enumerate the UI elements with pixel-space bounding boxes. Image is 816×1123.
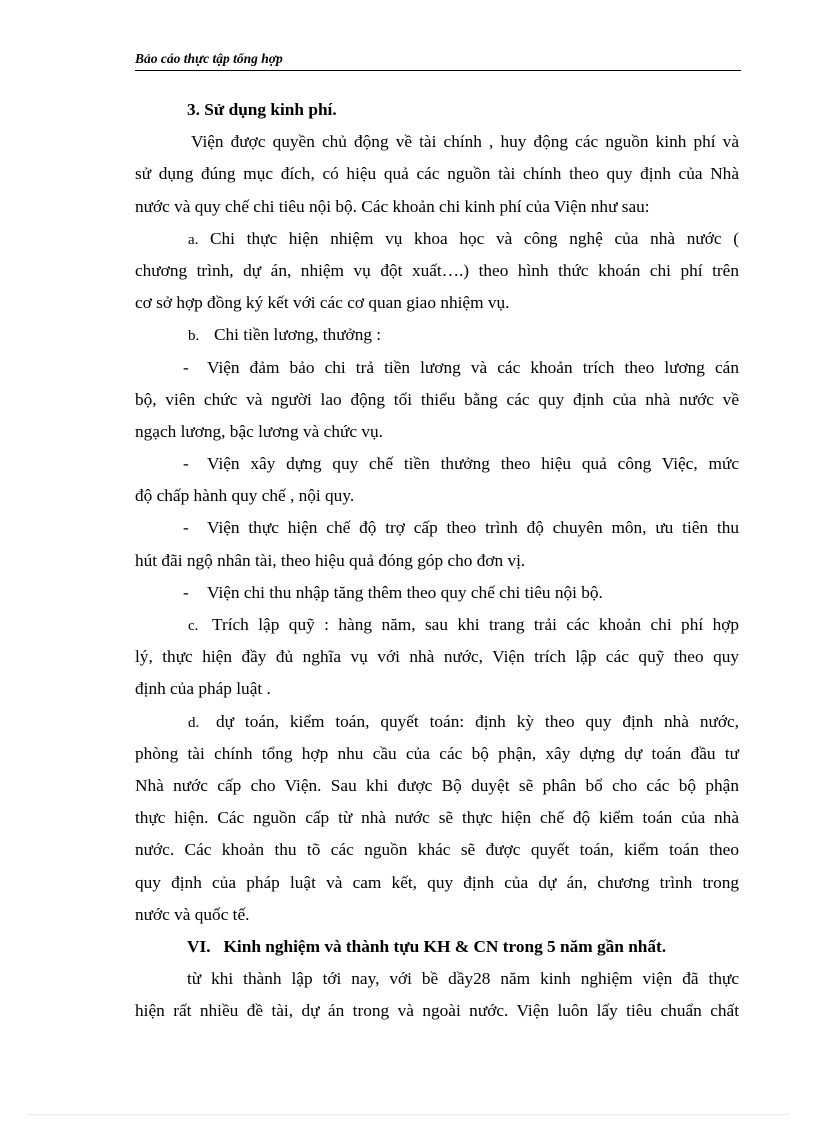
paragraph-line: định của pháp luật . — [135, 679, 271, 699]
paragraph-line: quy định của pháp luật và cam kết, quy định của dự án, chương trình trong — [135, 872, 739, 892]
paragraph-line: lý, thực hiện đầy đủ nghĩa vụ với nhà nước, Viện trích lập các quỹ theo quy — [135, 647, 739, 667]
paragraph-line: nước và quốc tế. — [135, 904, 250, 924]
item-a-marker: a. — [188, 231, 199, 248]
bullet-text: Viện xây dựng quy chế tiền thưởng theo hiệu quả công Việc, mức — [207, 454, 739, 474]
item-d-marker: d. — [188, 714, 200, 731]
paragraph-line: chương trình, dự án, nhiệm vụ đột xuất….) theo hình thức khoán chi phí trên — [135, 260, 739, 280]
item-d — [135, 708, 739, 740]
paragraph-line: từ khi thành lập tới nay, với bề dầy28 năm kinh nghiệm viện đã thực — [187, 969, 739, 989]
paragraph-line: sử dụng đúng mục đích, có hiệu quả các nguồn tài chính theo quy định của Nhà — [135, 164, 739, 184]
bullet-text: Viện chi thu nhập tăng thêm theo quy chế chi tiêu nội bộ. — [207, 582, 603, 602]
bullet-dash: - — [183, 518, 189, 538]
item-a-text: Chi thực hiện nhiệm vụ khoa học và công nghệ của nhà nước ( — [210, 228, 739, 248]
paragraph-line: nước. Các khoản thu tõ các nguồn khác sẽ được quyết toán, kiểm toán theo — [135, 840, 739, 860]
paragraph-line: nước và quy chế chi tiêu nội bộ. Các khoản chi kinh phí của Viện như sau: — [135, 196, 650, 216]
section-3-heading: 3. Sử dụng kinh phí. — [187, 100, 337, 119]
item-b — [135, 321, 739, 353]
bullet-item — [135, 579, 739, 611]
item-c — [135, 611, 739, 643]
item-c-text: Trích lập quỹ : hàng năm, sau khi trang trải các khoản chi phí hợp — [212, 615, 739, 634]
page-bottom-border — [28, 1114, 788, 1115]
header-title: Bảo cáo thực tập tổng hợp — [135, 51, 283, 66]
bullet-text: Viện thực hiện chế độ trợ cấp theo trình độ chuyên môn, ưu tiên thu — [207, 518, 739, 538]
bullet-item — [135, 450, 739, 482]
paragraph-line: Viện được quyền chủ động về tài chính , huy động các nguồn kinh phí và — [191, 132, 739, 152]
paragraph-line: hiện rất nhiều đề tài, dự án trong và ngoài nước. Viện luôn lấy tiêu chuẩn chất — [135, 1001, 739, 1021]
bullet-item — [135, 354, 739, 386]
item-b-text: Chi tiền lương, thưởng : — [214, 325, 382, 345]
paragraph-line: độ chấp hành quy chế , nội quy. — [135, 486, 355, 506]
paragraph-line: ngạch lương, bậc lương và chức vụ. — [135, 421, 383, 441]
bullet-dash: - — [183, 454, 189, 474]
section-6-heading: VI. Kinh nghiệm và thành tựu KH & CN trong 5 năm gần nhất. — [187, 936, 667, 956]
bullet-dash: - — [183, 357, 189, 377]
bullet-dash: - — [183, 582, 189, 602]
paragraph-line: hút đãi ngộ nhân tài, theo hiệu quả đóng góp cho đơn vị. — [135, 550, 526, 570]
paragraph-line: cơ sở hợp đồng ký kết với các cơ quan giao nhiệm vụ. — [135, 293, 510, 313]
paragraph-line: bộ, viên chức và người lao động tối thiểu bằng các quy định của nhà nước về — [135, 389, 739, 409]
bullet-item — [135, 514, 739, 546]
page-header — [135, 50, 741, 71]
document-body — [135, 96, 739, 1029]
paragraph-line: thực hiện. Các nguồn cấp từ nhà nước sẽ thực hiện chế độ kiểm toán của nhà — [135, 808, 739, 828]
item-c-marker: c. — [188, 618, 199, 634]
bullet-text: Viện đảm bảo chi trả tiền lương và các khoản trích theo lương cán — [207, 357, 739, 377]
item-b-marker: b. — [188, 328, 200, 345]
item-d-text: dự toán, kiểm toán, quyết toán: định kỳ theo quy định nhà nước, — [216, 711, 739, 731]
paragraph-line: phòng tài chính tổng hợp nhu cầu của các bộ phận, xây dựng dự toán đầu tư — [135, 743, 739, 763]
item-a — [135, 225, 739, 257]
paragraph-line: Nhà nước cấp cho Viện. Sau khi được Bộ duyệt sẽ phân bổ cho các bộ phận — [135, 775, 739, 795]
